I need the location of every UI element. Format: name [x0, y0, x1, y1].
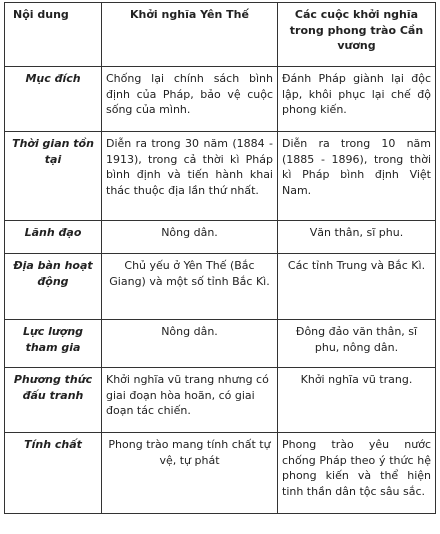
header-yen-the: Khởi nghĩa Yên Thế: [102, 3, 278, 67]
cell-yen-the: Nông dân.: [102, 221, 278, 254]
table-row-nature: [5, 433, 436, 514]
comparison-table-container: [4, 2, 435, 514]
row-label: Lực lượng tham gia: [5, 320, 102, 368]
table-row-purpose: [5, 67, 436, 132]
cell-can-vuong: Khởi nghĩa vũ trang.: [278, 368, 436, 433]
table-row-duration: [5, 132, 436, 221]
comparison-table: [4, 2, 436, 514]
cell-yen-the: Diễn ra trong 30 năm (1884 - 1913), trong cả thời kì Pháp bình định và tiến hành khai thác thuộc địa lần thứ nhất.: [102, 132, 278, 221]
row-label: Địa bàn hoạt động: [5, 254, 102, 320]
header-can-vuong: Các cuộc khởi nghĩa trong phong trào Cần vương: [278, 3, 436, 67]
row-label: Mục đích: [5, 67, 102, 132]
table-row-forces: [5, 320, 436, 368]
row-label: Lãnh đạo: [5, 221, 102, 254]
cell-yen-the: Phong trào mang tính chất tự vệ, tự phát: [102, 433, 278, 514]
row-label: Thời gian tồn tại: [5, 132, 102, 221]
cell-yen-the: Chống lại chính sách bình định của Pháp, bảo vệ cuộc sống của mình.: [102, 67, 278, 132]
table-header-row: [5, 3, 436, 67]
cell-can-vuong: Phong trào yêu nước chống Pháp theo ý thức hệ phong kiến và thể hiện tinh thần dân tộc sâu sắc.: [278, 433, 436, 514]
table-row-area: [5, 254, 436, 320]
row-label: Phương thức đấu tranh: [5, 368, 102, 433]
cell-can-vuong: Đánh Pháp giành lại độc lập, khôi phục lại chế độ phong kiến.: [278, 67, 436, 132]
cell-can-vuong: Các tỉnh Trung và Bắc Kì.: [278, 254, 436, 320]
table-row-leadership: [5, 221, 436, 254]
cell-can-vuong: Đông đảo văn thân, sĩ phu, nông dân.: [278, 320, 436, 368]
cell-yen-the: Chủ yếu ở Yên Thế (Bắc Giang) và một số tỉnh Bắc Kì.: [102, 254, 278, 320]
row-label: Tính chất: [5, 433, 102, 514]
cell-can-vuong: Diễn ra trong 10 năm (1885 - 1896), trong thời kì Pháp bình định Việt Nam.: [278, 132, 436, 221]
cell-can-vuong: Văn thân, sĩ phu.: [278, 221, 436, 254]
table-row-method: [5, 368, 436, 433]
cell-yen-the: Khởi nghĩa vũ trang nhưng có giai đoạn hòa hoãn, có giai đoạn tác chiến.: [102, 368, 278, 433]
cell-yen-the: Nông dân.: [102, 320, 278, 368]
header-content: Nội dung: [5, 3, 102, 67]
